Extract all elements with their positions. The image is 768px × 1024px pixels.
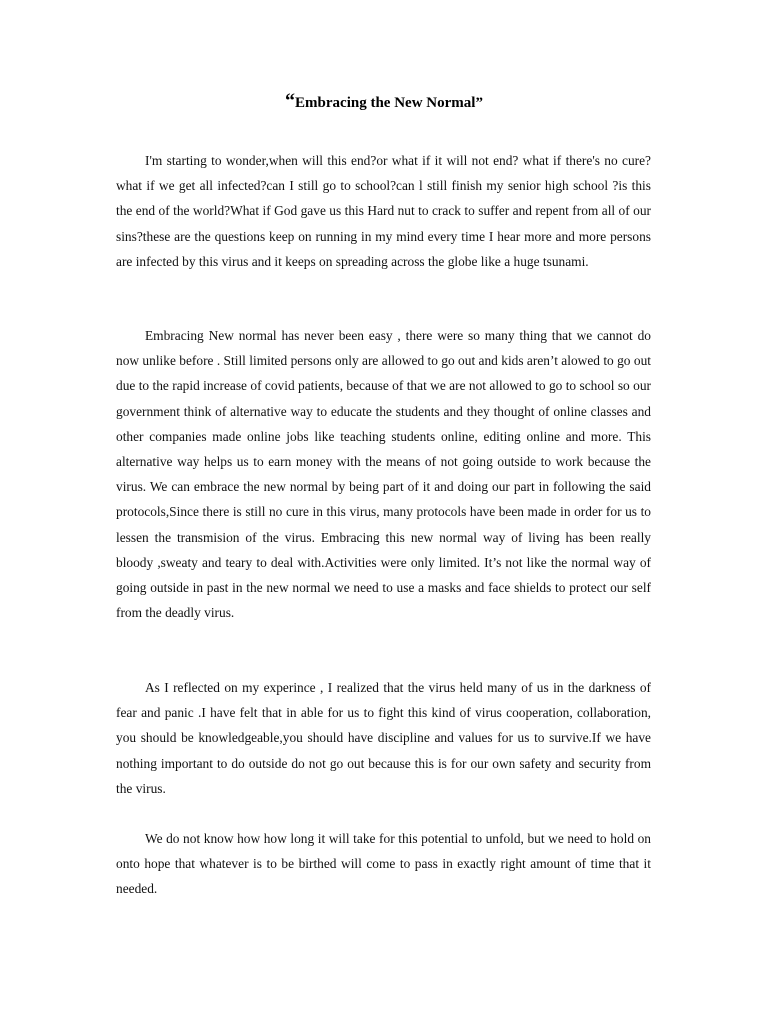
paragraph-2-block (116, 323, 651, 625)
paragraph: As I reflected on my experince , I realized that the virus held many of us in the darkness of fear and panic .I have felt that in able for us to fight this kind of virus cooperation, collaboration, you should be knowledgeable,you should have discipline and values for us to survive.If we have nothing important to do outside do not go out because this is for our own safety and security from the virus. (116, 680, 651, 796)
paragraph: We do not know how how long it will take for this potential to unfold, but we need to hold on onto hope that whatever is to be birthed will come to pass in exactly right amount of time that it needed. (116, 831, 651, 897)
title-text: Embracing the New Normal (295, 95, 476, 111)
paragraph: I'm starting to wonder,when will this end?or what if it will not end? what if there's no cure?what if we get all infected?can I still go to school?can l still finish my senior high school ?is this the end of the world?What if God gave us this Hard nut to crack to suffer and repent from all of our sins?these are the questions keep on running in my mind every time I hear more and more persons are infected by this virus and it keeps on spreading across the globe like a huge tsunami. (116, 153, 651, 269)
title-close-quote: ” (475, 95, 483, 111)
paragraph-4-block (116, 826, 651, 902)
document-title (0, 90, 768, 113)
paragraph: Embracing New normal has never been easy , there were so many thing that we cannot do now unlike before . Still limited persons only are allowed to go out and kids aren’t alowed to go out due to the rapid increase of covid patients, because of that we are not allowed to go to school so our government think of alternative way to educate the students and they thought of online classes and other companies made online jobs like teaching students online, editing online and more. This alternative way helps us to earn money with the means of not going outside to work because the virus. We can embrace the new normal by being part of it and doing our part in following the said protocols,Since there is still no cure in this virus, many protocols have been made in order for us to lessen the transmision of the virus. Embracing this new normal way of living has been really bloody ,sweaty and teary to deal with.Activities were only limited. It’s not like the normal way of going outside in past in the new normal we need to use a masks and face shields to protect our self from the deadly virus. (116, 328, 651, 621)
title-open-quote: “ (285, 90, 296, 112)
paragraph-3-block (116, 675, 651, 801)
paragraph-1-block (116, 148, 651, 274)
